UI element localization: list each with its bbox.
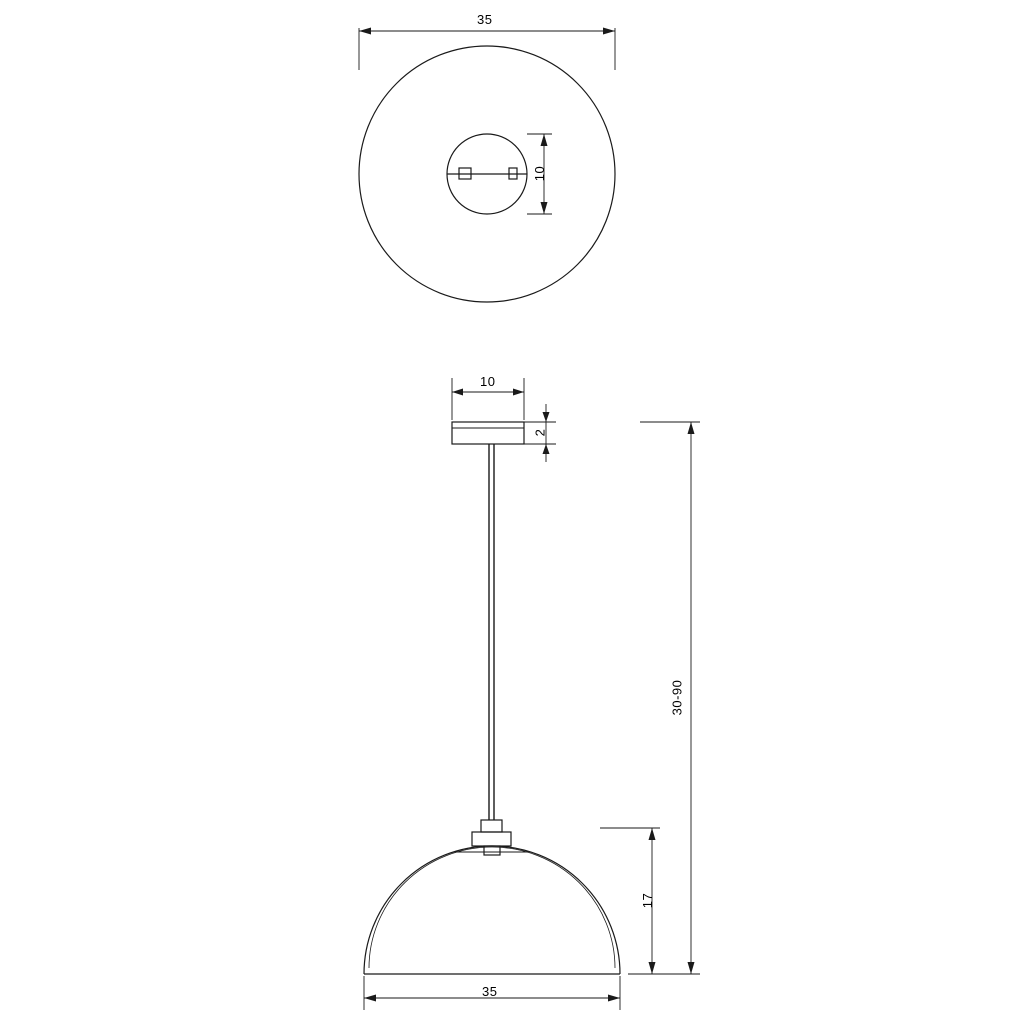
dim-arrow-total-bottom [688, 962, 695, 974]
front-view-canopy [452, 422, 524, 444]
dim-arrow-shade-h-top [649, 828, 656, 840]
dim-label-shade-diameter: 35 [482, 984, 498, 999]
dim-arrow-canopy-top [541, 134, 548, 146]
dim-arrow-total-top [688, 422, 695, 434]
dim-arrow-canopy-w-right [513, 389, 524, 396]
dim-label-canopy-height: 2 [532, 428, 548, 437]
dim-arrow-canopy-h-top [543, 412, 550, 422]
dim-arrow-canopy-h-bottom [543, 444, 550, 454]
front-view-shade-inner-rim [369, 847, 615, 968]
dim-arrow-left [359, 28, 371, 35]
dim-arrow-canopy-w-left [452, 389, 463, 396]
dim-arrow-shade-d-right [608, 995, 620, 1002]
front-view-socket-lower [472, 832, 511, 846]
dim-label-top-diameter: 35 [477, 12, 493, 27]
dim-arrow-shade-d-left [364, 995, 376, 1002]
front-view-shade-dome [364, 846, 620, 974]
dim-arrow-shade-h-bottom [649, 962, 656, 974]
dim-label-shade-height: 17 [640, 892, 656, 909]
dim-arrow-canopy-bottom [541, 202, 548, 214]
dim-label-total-height-range: 30-90 [669, 679, 685, 716]
dim-arrow-right [603, 28, 615, 35]
front-view-socket-upper [481, 820, 502, 832]
dim-label-canopy-diameter-top: 10 [532, 165, 548, 182]
dim-label-canopy-width: 10 [480, 374, 496, 389]
